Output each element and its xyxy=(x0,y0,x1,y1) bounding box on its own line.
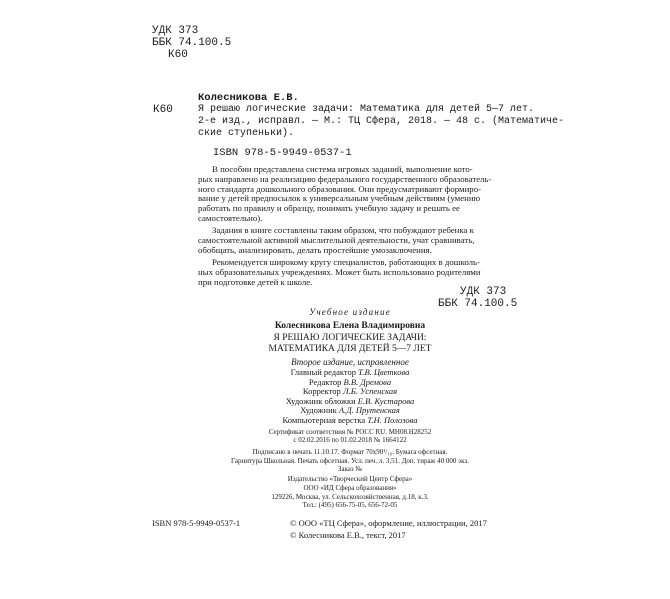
bbk-code-right: ББК 74.100.5 xyxy=(438,298,518,310)
credit-name: Т.Н. Полозова xyxy=(367,414,418,425)
edition-note: Второе издание, исправленное xyxy=(291,357,409,367)
record-line: Я решаю логические задачи: Математика для детей 5—7 лет. xyxy=(198,104,535,115)
footer-copyright-1: © ООО «ТЦ Сфера», оформление, иллюстрации, 2017 xyxy=(290,518,487,528)
credit-role: Корректор xyxy=(302,386,341,397)
annotation-line: ных образовательных учреждениях. Может быть использовано родителями xyxy=(198,266,481,277)
print-details xyxy=(160,448,540,474)
annotation-line: самостоятельной активной мыслительной деятельности, учат сравнивать, xyxy=(198,234,475,245)
annotation-line: вание у детей предпосылок к универсальным учебным действиям (умению xyxy=(198,193,481,204)
record-line: ские ступеньки). xyxy=(198,128,295,139)
order-line: Заказ № xyxy=(337,465,363,474)
annotation-line: В пособии представлена система игровых заданий, выполнение кото- xyxy=(212,164,473,174)
publisher-line: ООО «ИД Сфера образования» xyxy=(303,483,397,492)
udk-code: УДК 373 xyxy=(152,25,199,37)
credit-role: Художник обложки xyxy=(285,395,356,406)
publisher-block xyxy=(160,475,540,510)
record-code: К60 xyxy=(153,104,173,116)
annotation-paragraph-3 xyxy=(198,258,481,287)
credit-role: Компьютерная верстка xyxy=(282,414,366,425)
certificate-block xyxy=(160,428,540,445)
credit-line xyxy=(200,416,500,426)
author-full-name: Колесникова Елена Владимировна xyxy=(274,321,426,331)
annotation-line: самостоятельно). xyxy=(198,212,263,223)
print-line: Подписано в печать 11.10.17. Формат 70х90¹/₁₆. Бумага офсетная. xyxy=(252,448,448,456)
phone-line: Тел.: (495) 656-75-05, 656-72-05 xyxy=(302,501,398,510)
credit-role: Главный редактор xyxy=(290,367,357,377)
footer-copyright-2: © Колесникова Е.В., текст, 2017 xyxy=(290,530,406,540)
address-line: 129226, Москва, ул. Сельскохозяйственная, д.18, к.3. xyxy=(271,492,429,501)
annotation-line: при подготовке детей к школе. xyxy=(198,276,313,287)
record-isbn: ISBN 978-5-9949-0537-1 xyxy=(213,147,352,159)
record-author: Колесникова Е.В. xyxy=(198,92,299,104)
credit-role: Редактор xyxy=(308,376,342,387)
annotation-line: ного стандарта дошкольного образования. Они предусматривают формиро- xyxy=(198,183,482,194)
credit-name: Л.Б. Успенская xyxy=(342,386,398,397)
record-description xyxy=(198,104,564,140)
annotation-line: рых направлено на реализацию федерального государственного образователь- xyxy=(198,173,492,184)
author-mark: К60 xyxy=(168,49,188,61)
credit-name: В.В. Дремова xyxy=(343,376,392,387)
annotation-paragraph-1 xyxy=(198,165,491,224)
print-line: Гарнитура Школьная. Печать офсетная. Усл. печ. л. 3,51. Доп. тираж 40 000 экз. xyxy=(231,456,469,465)
credit-name: Е.В. Кустарова xyxy=(357,395,415,406)
footer-isbn: ISBN 978-5-9949-0537-1 xyxy=(152,518,241,528)
annotation-line: работать по правилу и образцу, понимать учебную задачу и решать ее xyxy=(198,203,460,214)
annotation-line: обобщать, анализировать, делать простейшие умозаключения. xyxy=(198,244,432,255)
udk-code-right: УДК 373 xyxy=(460,286,507,298)
book-title-2: МАТЕМАТИКА ДЛЯ ДЕТЕЙ 5—7 ЛЕТ xyxy=(268,344,432,354)
annotation-line: Задания в книге составлены таким образом, что побуждают ребенка к xyxy=(212,225,474,235)
edition-type: Учебное издание xyxy=(309,307,391,317)
credit-name: А.Д. Прутенская xyxy=(338,405,400,416)
credit-role: Художник xyxy=(300,405,337,416)
certificate-line: Сертификат соответствия № РОСС RU. МН08.Н28252 xyxy=(268,428,432,436)
annotation-paragraph-2 xyxy=(198,226,474,255)
annotation-line: Рекомендуется широкому кругу специалистов, работающих в дошколь- xyxy=(212,257,480,267)
credits-block xyxy=(200,368,500,426)
record-line: 2-е изд., исправл. — М.: ТЦ Сфера, 2018. — 48 с. (Математиче- xyxy=(198,116,565,127)
credit-name: Т.В. Цветкова xyxy=(358,367,410,377)
book-title-1: Я РЕШАЮ ЛОГИЧЕСКИЕ ЗАДАЧИ: xyxy=(273,333,427,343)
classification-block xyxy=(152,25,231,61)
certificate-line: с 02.02.2016 по 01.02.2018 № 1664122 xyxy=(293,436,407,445)
publisher-line: Издательство «Творческий Центр Сфера» xyxy=(287,475,413,483)
bbk-code: ББК 74.100.5 xyxy=(152,37,232,49)
